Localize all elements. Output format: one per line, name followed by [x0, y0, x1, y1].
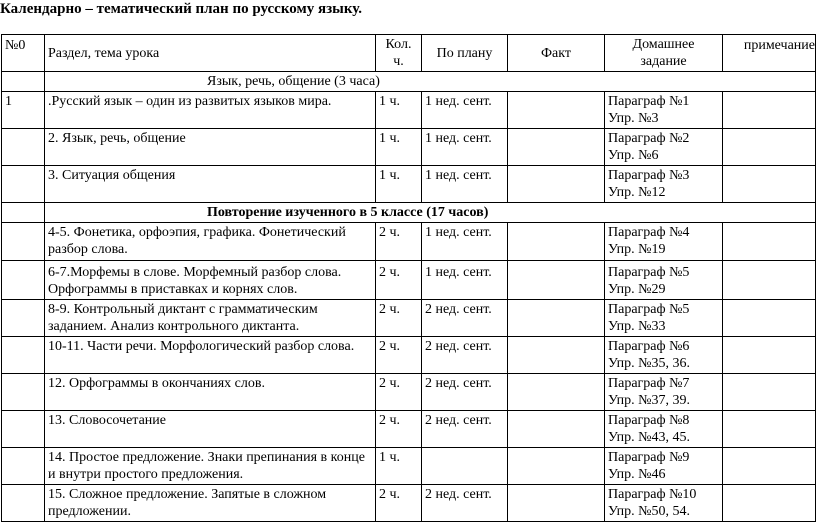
- row-num: [2, 337, 45, 374]
- row-homework: Параграф №3 Упр. №12: [605, 166, 723, 203]
- row-homework: Параграф №5 Упр. №29: [605, 261, 723, 300]
- row-hours: 1 ч.: [376, 129, 422, 166]
- row-topic: 15. Сложное предложение. Запятые в сложном предложении.: [45, 485, 376, 522]
- row-homework: Параграф №2 Упр. №6: [605, 129, 723, 166]
- header-note: примечание: [723, 35, 816, 72]
- row-note: [723, 166, 816, 203]
- row-topic: 2. Язык, речь, общение: [45, 129, 376, 166]
- row-topic: 6-7.Морфемы в слове. Морфемный разбор слова. Орфограммы в приставках и корнях слов.: [45, 261, 376, 300]
- row-hours: 1 ч.: [376, 448, 422, 485]
- row-plan: 2 нед. сент.: [422, 374, 508, 411]
- row-note: [723, 485, 816, 522]
- table-header-row: [2, 35, 816, 72]
- section-row: [2, 203, 816, 223]
- row-num: 1: [2, 92, 45, 129]
- row-plan: 1 нед. сент.: [422, 92, 508, 129]
- row-homework: Параграф №6 Упр. №35, 36.: [605, 337, 723, 374]
- row-note: [723, 337, 816, 374]
- row-fact: [508, 129, 605, 166]
- row-fact: [508, 411, 605, 448]
- table-row: [2, 448, 816, 485]
- row-num: [2, 448, 45, 485]
- row-homework: Параграф №5 Упр. №33: [605, 300, 723, 337]
- row-note: [723, 261, 816, 300]
- row-topic: 8-9. Контрольный диктант с грамматическим заданием. Анализ контрольного диктанта.: [45, 300, 376, 337]
- table-row: [2, 129, 816, 166]
- row-note: [723, 374, 816, 411]
- row-num: [2, 374, 45, 411]
- row-hours: 2 ч.: [376, 485, 422, 522]
- row-hours: 2 ч.: [376, 261, 422, 300]
- header-homework: Домашнее задание: [605, 35, 723, 72]
- section-label: Язык, речь, общение (3 часа): [45, 72, 816, 92]
- row-note: [723, 92, 816, 129]
- row-homework: Параграф №9 Упр. №46: [605, 448, 723, 485]
- table-row: [2, 374, 816, 411]
- row-topic: 3. Ситуация общения: [45, 166, 376, 203]
- header-num: №0: [2, 35, 45, 72]
- row-plan: 1 нед. сент.: [422, 261, 508, 300]
- row-topic: 4-5. Фонетика, орфоэпия, графика. Фонетический разбор слова.: [45, 223, 376, 261]
- section-label: Повторение изученного в 5 классе (17 часов): [45, 203, 816, 223]
- section-empty-cell: [2, 72, 45, 92]
- table-row: [2, 411, 816, 448]
- header-topic: Раздел, тема урока: [45, 35, 376, 72]
- section-empty-cell: [2, 203, 45, 223]
- table-row: [2, 166, 816, 203]
- table-row: [2, 300, 816, 337]
- row-note: [723, 223, 816, 261]
- row-hours: 2 ч.: [376, 337, 422, 374]
- lesson-plan-table: [1, 34, 816, 522]
- table-row: [2, 223, 816, 261]
- row-fact: [508, 374, 605, 411]
- section-row: [2, 72, 816, 92]
- row-fact: [508, 485, 605, 522]
- row-fact: [508, 92, 605, 129]
- row-hours: 1 ч.: [376, 92, 422, 129]
- row-hours: 2 ч.: [376, 374, 422, 411]
- document-title: Календарно – тематический план по русскому языку.: [0, 1, 362, 17]
- row-note: [723, 300, 816, 337]
- header-hours: Кол. ч.: [376, 35, 422, 72]
- row-num: [2, 300, 45, 337]
- row-topic: 13. Словосочетание: [45, 411, 376, 448]
- row-topic: 12. Орфограммы в окончаниях слов.: [45, 374, 376, 411]
- row-plan: 1 нед. сент.: [422, 166, 508, 203]
- header-plan: По плану: [422, 35, 508, 72]
- row-plan: [422, 448, 508, 485]
- table-row: [2, 485, 816, 522]
- row-note: [723, 411, 816, 448]
- row-num: [2, 129, 45, 166]
- row-plan: 2 нед. сент.: [422, 411, 508, 448]
- row-topic: 10-11. Части речи. Морфологический разбор слова.: [45, 337, 376, 374]
- row-plan: 1 нед. сент.: [422, 223, 508, 261]
- row-topic: 14. Простое предложение. Знаки препинания в конце и внутри простого предложения.: [45, 448, 376, 485]
- row-fact: [508, 337, 605, 374]
- row-plan: 1 нед. сент.: [422, 129, 508, 166]
- row-plan: 2 нед. сент.: [422, 337, 508, 374]
- row-homework: Параграф №7 Упр. №37, 39.: [605, 374, 723, 411]
- row-homework: Параграф №1 Упр. №3: [605, 92, 723, 129]
- row-homework: Параграф №8 Упр. №43, 45.: [605, 411, 723, 448]
- row-homework: Параграф №10 Упр. №50, 54.: [605, 485, 723, 522]
- row-homework: Параграф №4 Упр. №19: [605, 223, 723, 261]
- row-fact: [508, 223, 605, 261]
- row-note: [723, 448, 816, 485]
- header-fact: Факт: [508, 35, 605, 72]
- row-hours: 2 ч.: [376, 223, 422, 261]
- row-topic: .Русский язык – один из развитых языков мира.: [45, 92, 376, 129]
- row-fact: [508, 166, 605, 203]
- row-num: [2, 485, 45, 522]
- table-row: [2, 337, 816, 374]
- row-fact: [508, 261, 605, 300]
- row-plan: 2 нед. сент.: [422, 300, 508, 337]
- table-row: [2, 92, 816, 129]
- row-note: [723, 129, 816, 166]
- row-num: [2, 261, 45, 300]
- row-plan: 2 нед. сент.: [422, 485, 508, 522]
- row-fact: [508, 448, 605, 485]
- row-fact: [508, 300, 605, 337]
- table-row: [2, 261, 816, 300]
- row-num: [2, 166, 45, 203]
- row-num: [2, 223, 45, 261]
- row-hours: 2 ч.: [376, 411, 422, 448]
- row-hours: 2 ч.: [376, 300, 422, 337]
- row-num: [2, 411, 45, 448]
- row-hours: 1 ч.: [376, 166, 422, 203]
